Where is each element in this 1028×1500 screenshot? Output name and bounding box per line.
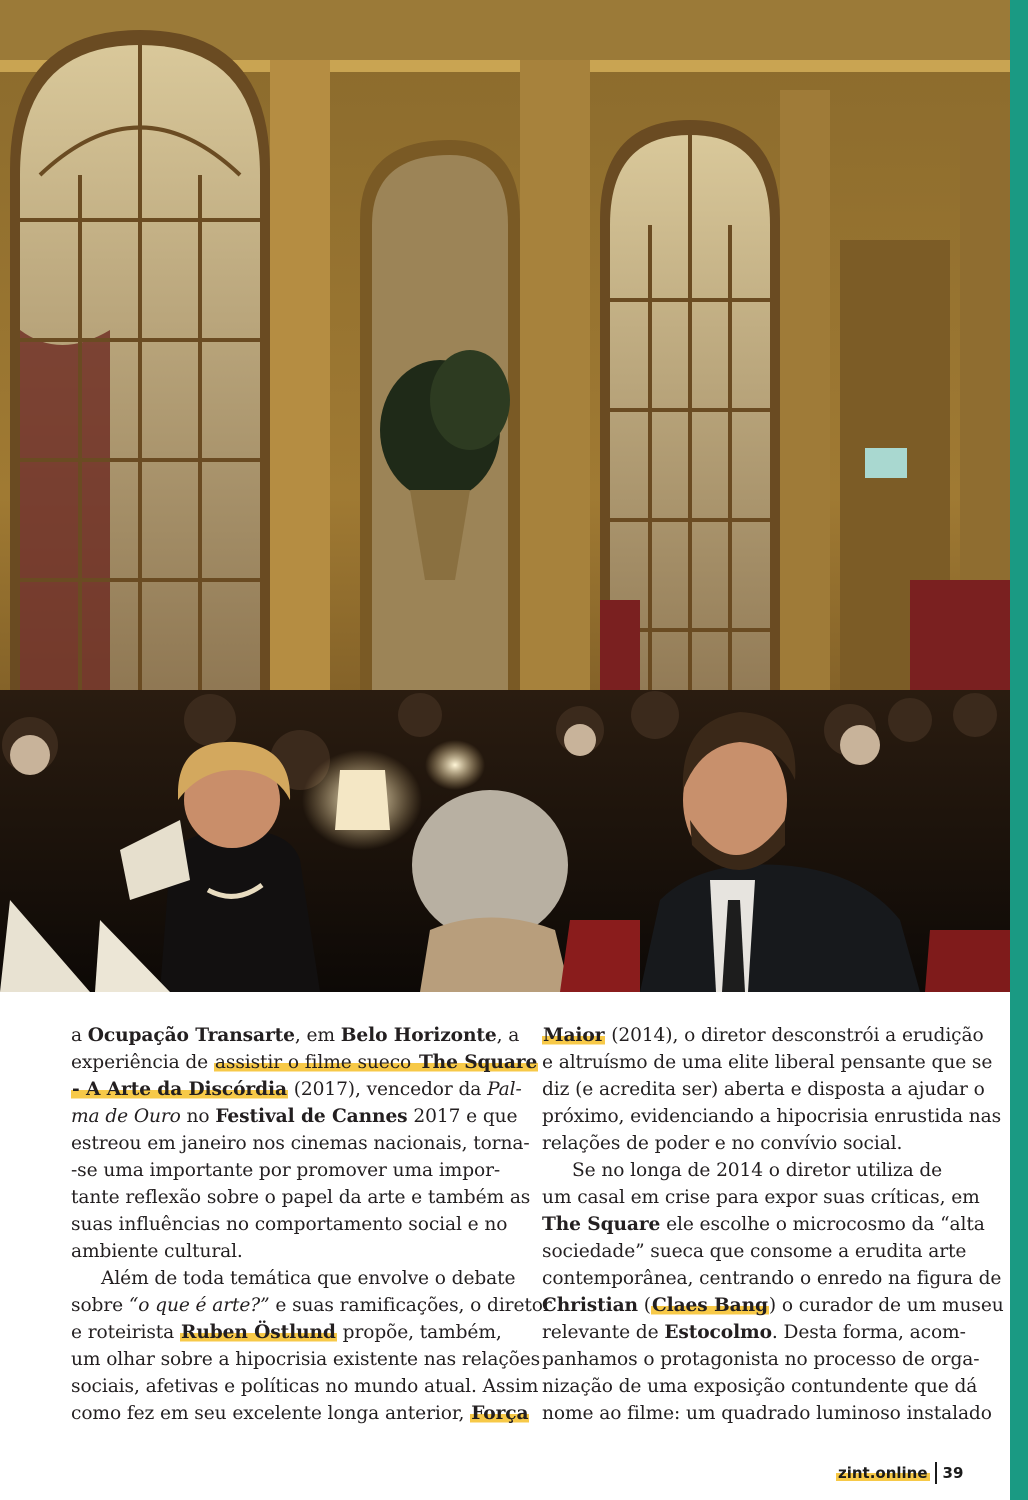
text: experiência de: [71, 1052, 214, 1073]
bold-term-estocolmo: Estocolmo: [664, 1322, 772, 1343]
text: sobre: [71, 1295, 129, 1316]
text-line: estreou em janeiro nos cinemas nacionais, torna-: [71, 1133, 530, 1154]
text-line: [71, 1103, 518, 1130]
text: e suas ramificações, o diretor: [269, 1295, 552, 1316]
text-line: nização de uma exposição contundente que dá: [542, 1376, 978, 1397]
accent-bar: [1010, 0, 1028, 1500]
page-footer: [836, 1462, 963, 1484]
text: no: [180, 1106, 216, 1127]
text-line: [542, 1292, 1004, 1319]
text-line: Se no longa de 2014 o diretor utiliza de: [572, 1160, 943, 1181]
text-line: contemporânea, centrando o enredo na figura de: [542, 1268, 1002, 1289]
text-line: suas influências no comportamento social e no: [71, 1214, 508, 1235]
text-line: [71, 1022, 520, 1049]
italic-quote: “o que é arte?”: [128, 1295, 270, 1316]
highlighted-film-title: Maior: [543, 1025, 605, 1046]
text-line: tante reflexão sobre o papel da arte e também as: [71, 1187, 531, 1208]
italic-text: Pal-: [487, 1079, 522, 1100]
paragraph-1: [71, 1022, 538, 1265]
text: ele escolhe o microcosmo da “alta: [660, 1214, 985, 1235]
italic-text: ma de Ouro: [71, 1106, 181, 1127]
highlighted-text: assistir o filme sueco: [214, 1052, 417, 1073]
text-line: sociais, afetivas e políticas no mundo atual. Assim: [71, 1376, 539, 1397]
paragraph-4: [542, 1157, 1004, 1427]
text-line: [71, 1076, 522, 1103]
text-line: [542, 1319, 966, 1346]
text-line: ambiente cultural.: [71, 1241, 243, 1262]
article-column-left: [71, 1022, 552, 1427]
text-line: relações de poder e no convívio social.: [542, 1133, 903, 1154]
text-line: próximo, evidenciando a hipocrisia enrustida nas: [542, 1106, 1002, 1127]
bold-film-title: The Square: [542, 1214, 661, 1235]
text-line: [71, 1049, 538, 1076]
highlighted-actor-name: Claes Bang: [651, 1295, 768, 1316]
text-line: nome ao filme: um quadrado luminoso instalado: [542, 1403, 992, 1424]
text: . Desta forma, acom-: [771, 1322, 966, 1343]
text-line: diz (e acredita ser) aberta e disposta a ajudar o: [542, 1079, 985, 1100]
text-line: -se uma importante por promover uma impor-: [71, 1160, 501, 1181]
text: (: [637, 1295, 651, 1316]
text: (2017), vencedor da: [287, 1079, 488, 1100]
text-line: sociedade” sueca que consome a erudita arte: [542, 1241, 967, 1262]
bold-term-festival-de-cannes: Festival de Cannes: [215, 1106, 408, 1127]
text-line: [542, 1022, 984, 1049]
highlighted-film-subtitle: - A Arte da Discórdia: [72, 1079, 287, 1100]
text-line: panhamos o protagonista no processo de orga-: [542, 1349, 980, 1370]
text: ) o curador de um museu: [768, 1295, 1004, 1316]
text-line: [542, 1211, 985, 1238]
text: (2014), o diretor desconstrói a erudição: [605, 1025, 984, 1046]
text-line: Além de toda temática que envolve o debate: [101, 1268, 516, 1289]
text-line: [71, 1292, 552, 1319]
paragraph-3: [542, 1022, 1002, 1157]
bold-term-ocupacao-transarte: Ocupação Transarte: [87, 1025, 295, 1046]
text: como fez em seu excelente longa anterior,: [71, 1403, 471, 1424]
article-column-right: [542, 1022, 1004, 1427]
text: e roteirista: [71, 1322, 180, 1343]
text: propõe, também,: [336, 1322, 502, 1343]
highlighted-film-title: Força: [471, 1403, 529, 1424]
page-number: 39: [942, 1464, 964, 1482]
text-line: [71, 1400, 529, 1427]
text-line: [71, 1319, 502, 1346]
text-line: um olhar sobre a hipocrisia existente nas relações: [71, 1349, 541, 1370]
text: , a: [496, 1025, 520, 1046]
text-line: e altruísmo de uma elite liberal pensante que se: [542, 1052, 993, 1073]
text: , em: [294, 1025, 341, 1046]
bold-character-name: Christian: [542, 1295, 638, 1316]
text: relevante de: [542, 1322, 665, 1343]
text: a: [71, 1025, 88, 1046]
footer-divider: [935, 1462, 937, 1484]
text: 2017 e que: [407, 1106, 518, 1127]
paragraph-2: [71, 1265, 552, 1427]
text-line: um casal em crise para expor suas críticas, em: [542, 1187, 980, 1208]
highlighted-director-name: Ruben Östlund: [180, 1322, 336, 1343]
highlighted-film-title: The Square: [418, 1052, 538, 1073]
site-name: zint.online: [838, 1464, 928, 1482]
bold-term-belo-horizonte: Belo Horizonte: [340, 1025, 497, 1046]
